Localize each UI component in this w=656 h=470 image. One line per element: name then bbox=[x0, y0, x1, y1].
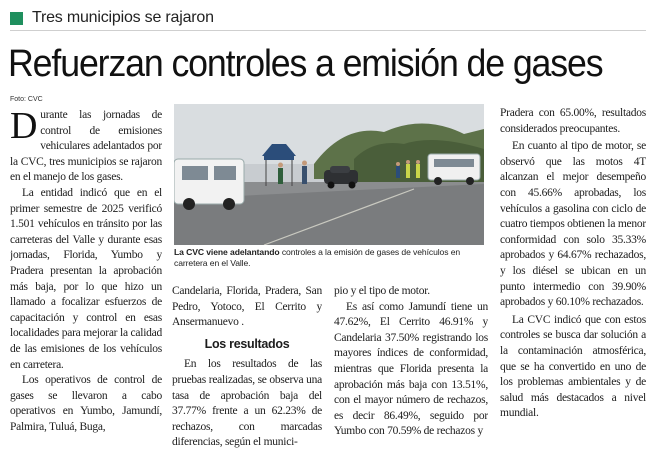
article-column-2 bbox=[172, 284, 322, 470]
column4-paragraph-2: En cuanto al tipo de motor, se observó que las motos 4T alcanzan el mejor desempeño con 45.66% aprobadas, los vehículos a gasolina con ciclo de cuatro tiempos obtienen la menor conformidad con solo 35.33% aprobados y 64.67% rechazados, y los diésel se ubican en un punto intermedio con 39.90% aprobados y 60.10% rechazados. bbox=[500, 140, 646, 309]
column1-p1-text: urante las jornadas de control de emisiones vehiculares adelantados por la CVC, tres municipios se rajaron en el manejo de los gases. bbox=[10, 109, 162, 184]
photo-caption bbox=[174, 247, 486, 269]
kicker-square-icon bbox=[10, 12, 23, 25]
subhead-results: Los resultados bbox=[204, 336, 290, 351]
column2-paragraph-1: Candelaria, Florida, Pradera, San Pedro, Yotoco, El Cerrito y Ansermanuevo . bbox=[172, 285, 322, 329]
article-column-3 bbox=[334, 284, 488, 470]
news-photo bbox=[174, 104, 484, 245]
headline: Refuerzan controles a emisión de gases bbox=[8, 43, 603, 85]
section-kicker-bar bbox=[10, 8, 646, 31]
article-column-1 bbox=[10, 108, 162, 470]
column3-paragraph-1: pio y el tipo de motor. bbox=[334, 285, 430, 297]
caption-lead: La CVC viene adelantando bbox=[174, 247, 280, 257]
photo-credit: Foto: CVC bbox=[10, 96, 43, 103]
column1-paragraph-1 bbox=[10, 108, 162, 186]
column1-paragraph-3: Los operativos de control de gases se llevaron a cabo operativos en Yumbo, Jamundí, Palmira, Tuluá, Buga, bbox=[10, 374, 162, 433]
column3-paragraph-2: Es así como Jamundí tiene un 47.62%, El Cerrito 46.91% y Candelaria 37.50% registrando los mayores índices de conformidad, mientras que Florida presenta la aprobación más baja con 13.51%, con el mayor número de rechazos, es decir 86.49%, seguido por Yumbo con 70.59% de rechazos y bbox=[334, 300, 488, 438]
column1-paragraph-2: La entidad indicó que en el primer semestre de 2025 verificó 1.501 vehículos en tránsito por las carreteras del Valle y durante esas jornadas, Florida, Yumbo y Pradera presentan la aprobación más baja, por lo que hizo un llamado a focalizar esfuerzos de capacitación y control en esas localidades para mejorar la calidad de las emisiones de los vehículos en carretera. bbox=[10, 186, 162, 371]
caption-rest: controles a la emisión de gases de vehículos en carretera en el Valle. bbox=[174, 247, 461, 268]
column4-paragraph-3: La CVC indicó que con estos controles se busca dar solución a la contaminación atmosférica, que se ha convertido en uno de los problemas ambientales y de salud más destacados a nivel mundial. bbox=[500, 313, 646, 420]
column2-paragraph-2: En los resultados de las pruebas realizadas, se observa una tasa de aprobación baja del 37.77% frente a un 62.23% de rechazos, con marcadas diferencias, según el munici- bbox=[172, 358, 322, 449]
kicker-text: Tres municipios se rajaron bbox=[32, 9, 214, 26]
roadside-checkpoint-image bbox=[174, 104, 484, 245]
dropcap: D bbox=[10, 108, 38, 147]
article-column-4 bbox=[500, 106, 646, 470]
column4-paragraph-1: Pradera con 65.00%, resultados considerados preocupantes. bbox=[500, 107, 646, 135]
